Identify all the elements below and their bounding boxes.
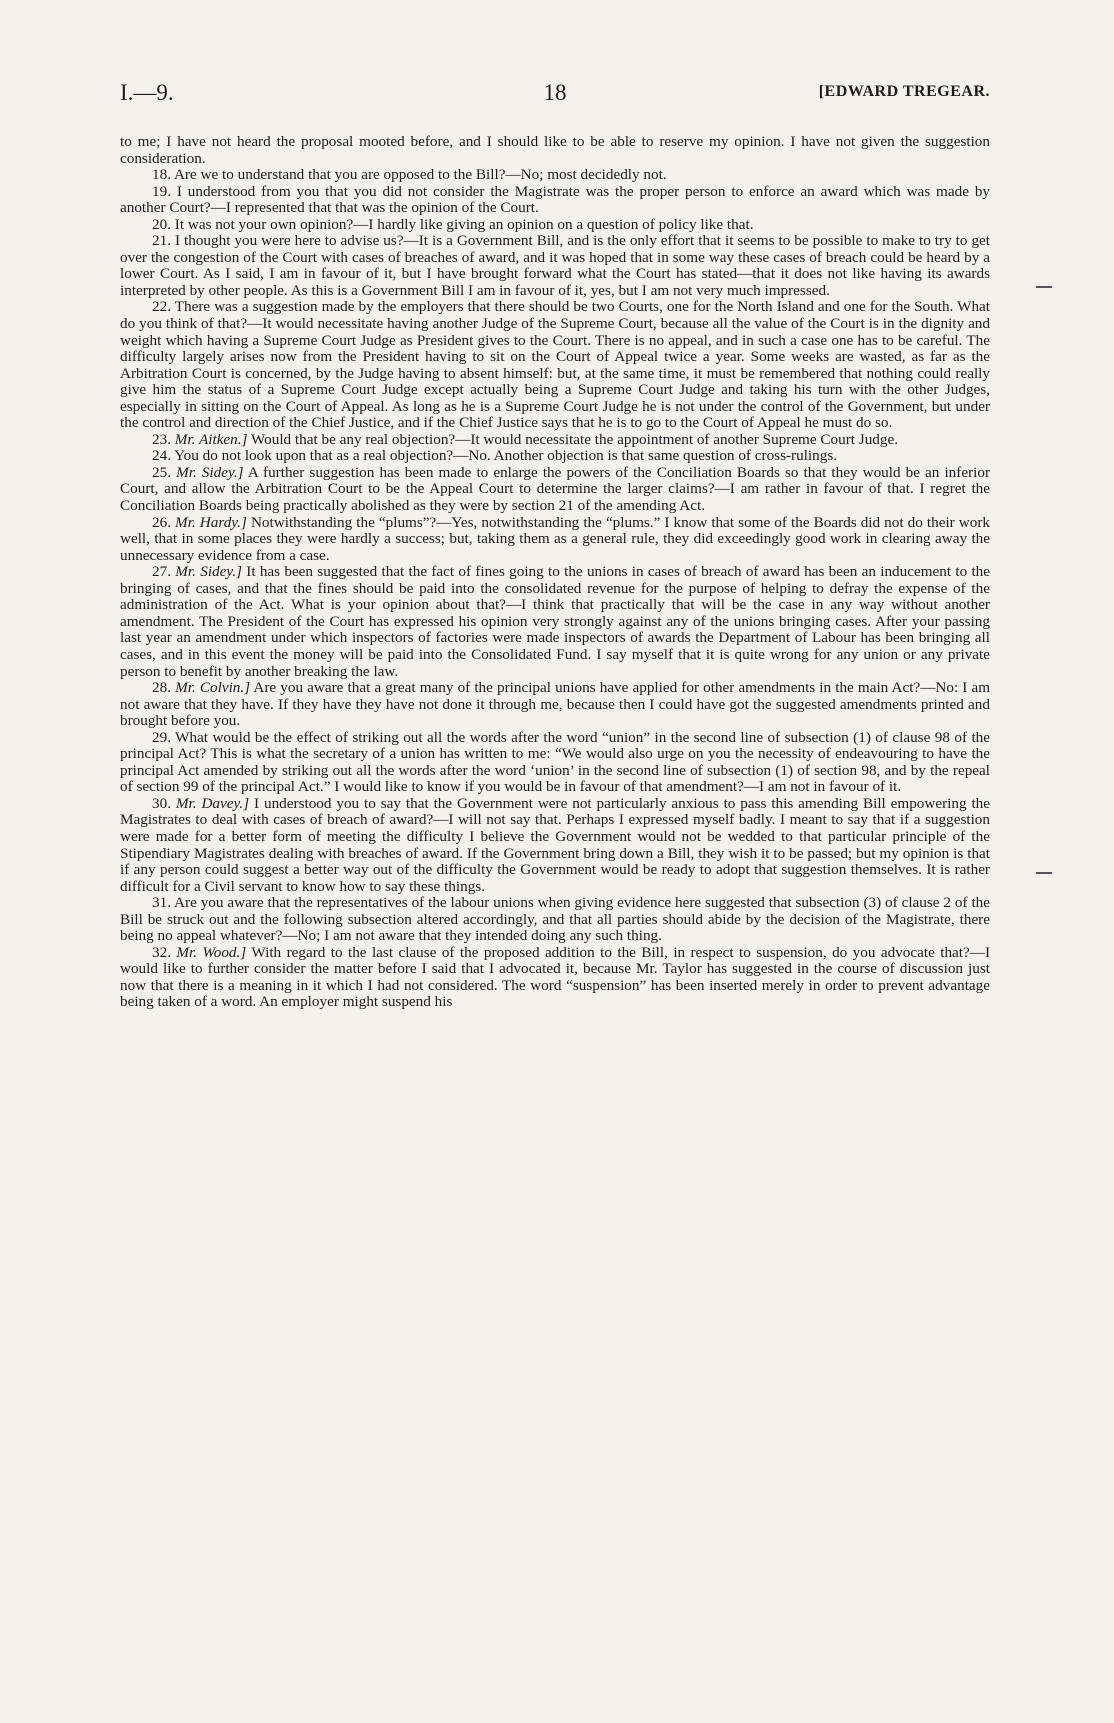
- speaker-name: Mr. Wood.]: [176, 943, 247, 961]
- speaker-name: Mr. Aitken.]: [174, 430, 248, 448]
- question-paragraph: [120, 796, 990, 895]
- question-text: I understood from you that you did not consider the Magistrate was the proper person to enforce an award which was made by another Court?—I represented that that was the opinion of the Court.: [120, 182, 991, 217]
- witness-name: [EDWARD TREGEAR.: [818, 83, 990, 100]
- question-paragraph: [120, 184, 990, 217]
- question-text: A further suggestion has been made to enlarge the powers of the Conciliation Boards so that they would be an inferior Court, and allow the Arbitration Court to be the Appeal Court to determine the larger claims?—I am rather in favour of that. I regret the Conciliation Boards being practically abolished as they were by section 21 of the amending Act.: [120, 463, 991, 515]
- question-text: Are we to understand that you are opposed to the Bill?—No; most decidedly not.: [173, 166, 667, 184]
- question-number: 26.: [152, 513, 171, 531]
- question-paragraph: [120, 945, 990, 1011]
- speaker-name: Mr. Davey.]: [175, 794, 250, 812]
- question-paragraph: [120, 564, 990, 680]
- document-reference: I.—9.: [120, 80, 174, 105]
- question-number: 23.: [152, 430, 171, 448]
- question-text: What would be the effect of striking out all the words after the word “union” in the second line of subsection (1) of clause 98 of the principal Act? This is what the secretary of a union has written to me: “We would also urge on you the necessity of endeavouring to have the principal Act amended by striking out all the words after the word ‘union’ in the second line of subsection (1) of section 98, and by the repeal of section 99 of the principal Act.” I would like to know if you would be in favour of that amendment?—I am not in favour of it.: [120, 728, 990, 796]
- question-text: It was not your own opinion?—I hardly like giving an opinion on a question of policy like that.: [174, 215, 754, 233]
- question-paragraph: [120, 299, 990, 431]
- question-paragraph: [120, 217, 990, 234]
- question-number: 24.: [152, 447, 171, 465]
- question-text: With regard to the last clause of the proposed addition to the Bill, in respect to suspension, do you advocate that?—I would like to further consider the matter before I said that I advocated it, because Mr. Taylor has suggested in the course of discussion just now that there is a meaning in it which I had not considered. The word “suspension” has been inserted merely in order to prevent advantage being taken of a word. An employer might suspend his: [120, 943, 991, 1011]
- question-text: I understood you to say that the Government were not particularly anxious to pass this amending Bill empowering the Magistrates to deal with cases of breach of award?—I will not say that. Perhaps I expressed myself badly. I meant to say that if a suggestion were made for a better form of meeting the difficulty I believe the Government would not be wedded to that particular principle of the Stipendiary Magistrates dealing with breaches of award. If the Government bring down a Bill, they wish it to be passed; but my opinion is that if any person could suggest a better way out of the difficulty the Government would be ready to adopt that suggestion themselves. It is rather difficult for a Civil servant to know how to say these things.: [120, 794, 991, 895]
- margin-mark: [1036, 872, 1052, 874]
- question-number: 22.: [152, 298, 171, 316]
- question-paragraph: [120, 448, 990, 465]
- speaker-name: Mr. Sidey.]: [175, 563, 242, 581]
- speaker-name: Mr. Colvin.]: [175, 679, 251, 697]
- question-paragraph: [120, 465, 990, 515]
- question-text: There was a suggestion made by the employers that there should be two Courts, one for the North Island and one for the South. What do you think of that?—It would necessitate having another Judge of the Supreme Court, because all the value of the Court is in the dignity and weight which having a Supreme Court Judge as President gives to the Court. There is no appeal, and in such a case one has to be careful. The difficulty largely arises now from the President having to sit on the Court of Appeal twice a year. Some weeks are wasted, as far as the Arbitration Court is concerned, by the Judge having to absent himself: but, at the same time, it must be remembered that nothing could really give him the status of a Supreme Court Judge except actually being a Supreme Court Judge and taking his turn with the other Judges, especially in sitting on the Court of Appeal. As long as he is a Supreme Court Judge he is not under the control of the Government, but under the control and direction of the Chief Justice, and if the Chief Justice says that he is to go to the Court of Appeal he must do so.: [120, 298, 990, 432]
- question-text: Notwithstanding the “plums”?—Yes, notwithstanding the “plums.” I know that some of the Boards did not do their work well, that in some places they were hardly a success; but, taking them as a general rule, they did exceedingly good work in clearing away the unnecessary evidence from a case.: [120, 513, 990, 564]
- opening-text: to me; I have not heard the proposal mooted before, and I should like to be able to reserve my opinion. I have not given the suggestion consideration.: [120, 133, 990, 167]
- question-text: It has been suggested that the fact of fines going to the unions in cases of breach of award has been an inducement to the bringing of cases, and that the fines should be paid into the consolidated revenue for the purpose of helping to defray the expense of the administration of the Act. What is your opinion about that?—I think that practically that will be the case in any way without another amendment. The President of the Court has expressed his opinion very strongly against any of the unions bringing cases. After your passing last year an amendment under which inspectors of factories were made inspectors of awards the Department of Labour has been bringing all cases, and in this event the money will be paid into the Consolidated Fund. I say myself that it is quite wrong for any union or any private person to benefit by another breaking the law.: [120, 563, 990, 680]
- question-paragraph: [120, 895, 990, 945]
- question-number: 20.: [152, 215, 171, 233]
- page-header: [120, 80, 990, 112]
- question-text: You do not look upon that as a real objection?—No. Another objection is that same question of cross-rulings.: [174, 447, 838, 465]
- question-number: 27.: [152, 563, 171, 581]
- question-text: Are you aware that the representatives of the labour unions when giving evidence here suggested that subsection (3) of clause 2 of the Bill be struck out and the following subsection altered accordingly, and that all parties should abide by the decision of the Magistrate, there being no appeal whatever?—No; I am not aware that they intended doing any such thing.: [120, 894, 990, 945]
- question-paragraph: [120, 680, 990, 730]
- question-text: Would that be any real objection?—It would necessitate the appointment of another Supreme Court Judge.: [251, 430, 899, 448]
- question-paragraph: [120, 167, 990, 184]
- question-number: 21.: [152, 232, 171, 250]
- question-paragraph: [120, 515, 990, 565]
- question-paragraph: [120, 730, 990, 796]
- question-text: I thought you were here to advise us?—It is a Government Bill, and is the only effort that it seems to be possible to make to try to get over the congestion of the Court with cases of breaches of award, and it was hoped that in some way these cases of breach could be heard by a lower Court. As I said, I am in favour of it, but I have brought forward what the Court has stated—that it does not like having its awards interpreted by other people. As this is a Government Bill I am in favour of it, yes, but I am not very much impressed.: [120, 232, 990, 299]
- question-paragraph: [120, 432, 990, 449]
- question-number: 25.: [152, 463, 171, 481]
- page-number: 18: [543, 80, 567, 105]
- question-paragraph: [120, 233, 990, 299]
- question-number: 18.: [152, 166, 171, 184]
- question-number: 19.: [152, 182, 171, 200]
- speaker-name: Mr. Sidey.]: [176, 463, 244, 481]
- question-number: 31.: [152, 894, 171, 912]
- question-text: Are you aware that a great many of the principal unions have applied for other amendments in the main Act?—No: I am not aware that they have. If they have they have not done it through me, because then I could have got the suggested amendments printed and brought before you.: [120, 679, 991, 730]
- speaker-name: Mr. Hardy.]: [175, 513, 247, 531]
- question-number: 32.: [152, 943, 171, 961]
- question-list: [120, 167, 990, 1011]
- question-number: 30.: [152, 794, 171, 812]
- question-number: 28.: [152, 679, 171, 697]
- question-number: 29.: [152, 728, 171, 746]
- margin-mark: [1036, 286, 1052, 288]
- evidence-text: [120, 134, 990, 1011]
